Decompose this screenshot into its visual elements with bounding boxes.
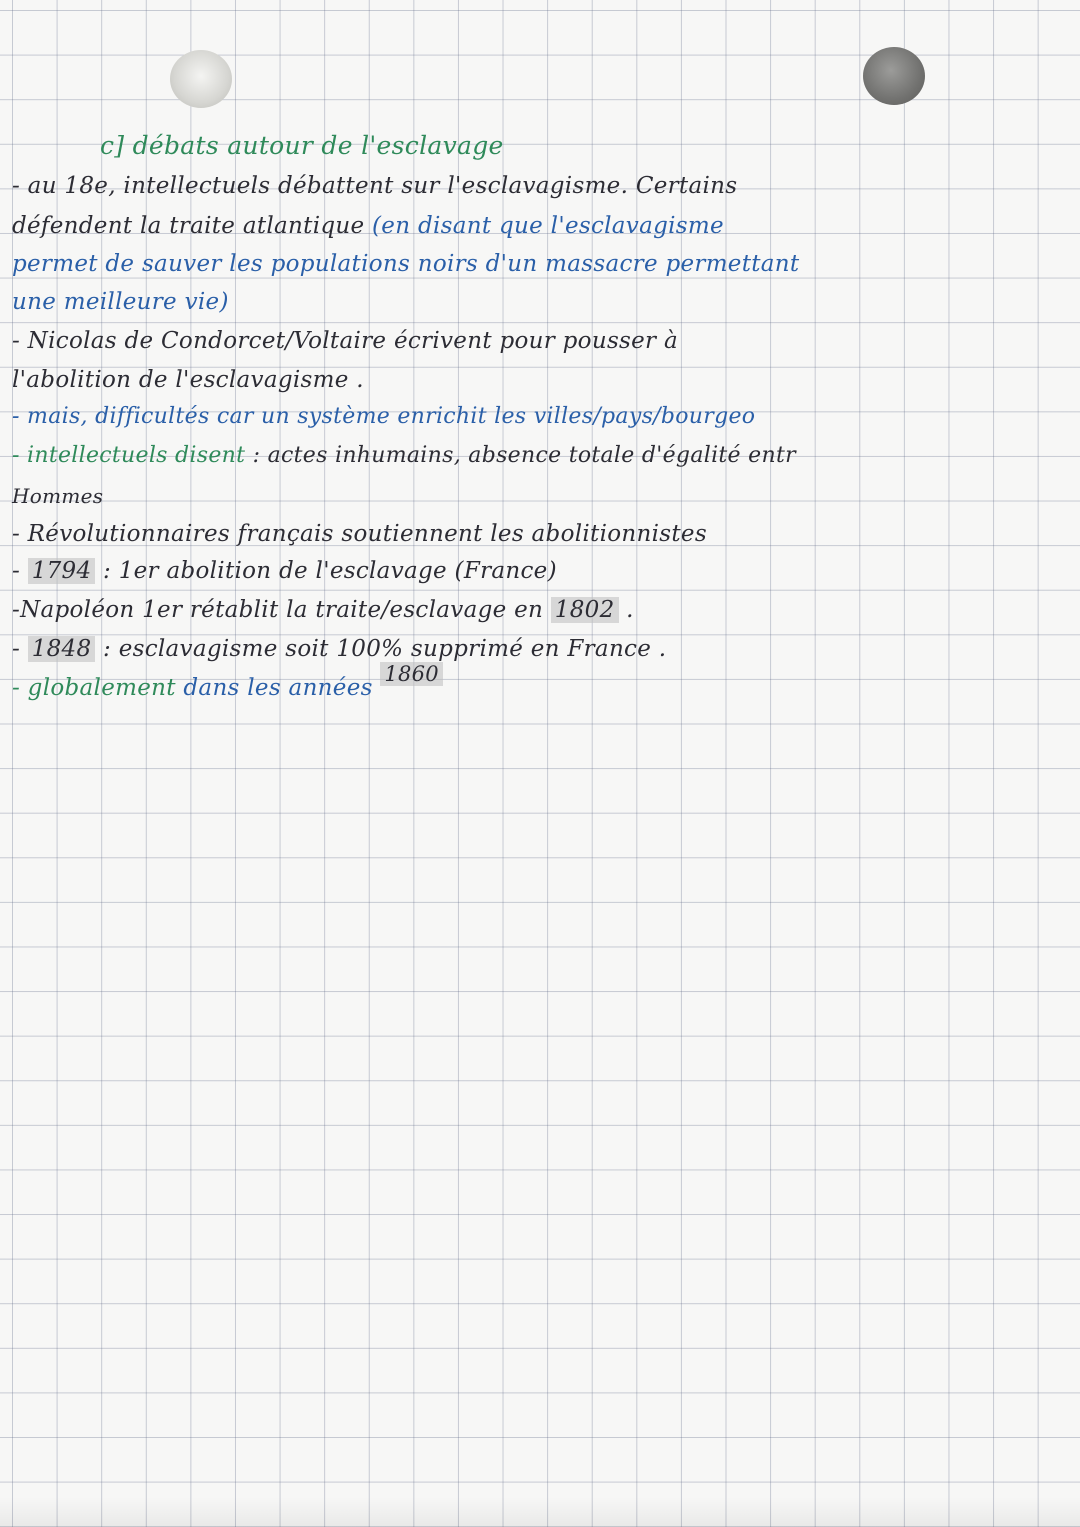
note-line-12 [12, 596, 634, 624]
note-line-1: - au 18e, intellectuels débattent sur l'esclavagisme. Certains [12, 173, 738, 199]
note-line-3: permet de sauver les populations noirs d'un massacre permettant [12, 251, 800, 277]
date-1802: 1802 [551, 597, 619, 623]
note-line-2 [12, 212, 724, 240]
note-line-6: l'abolition de l'esclavagisme . [12, 367, 364, 393]
note-line-12-pre: -Napoléon 1er rétablit la traite/esclavage en [12, 597, 551, 623]
note-line-11 [12, 557, 557, 585]
note-line-5: - Nicolas de Condorcet/Voltaire écrivent pour pousser à [12, 328, 678, 354]
section-heading: c] débats autour de l'esclavage [100, 131, 504, 160]
punch-hole-right [863, 47, 925, 105]
note-line-10: - Révolutionnaires français soutiennent les abolitionnistes [12, 521, 707, 547]
note-line-4: une meilleure vie) [12, 289, 229, 315]
note-line-13-prefix: - [12, 636, 28, 662]
note-line-14-mid: dans les années [183, 675, 381, 701]
note-line-12-post: . [618, 597, 634, 623]
date-1848: 1848 [28, 636, 96, 662]
note-line-13 [12, 635, 666, 663]
page-bottom-shadow [0, 1497, 1080, 1527]
note-line-9: Hommes [12, 484, 104, 508]
note-line-14-lead: - globalement [12, 675, 184, 701]
date-1794: 1794 [28, 558, 96, 584]
note-line-8 [12, 442, 796, 470]
punch-hole-left [170, 50, 232, 108]
note-line-2-main: défendent la traite atlantique [12, 213, 373, 239]
note-line-2-aside: (en disant que l'esclavagisme [372, 213, 724, 239]
note-line-8-lead: - intellectuels disent [12, 443, 253, 468]
note-line-14 [12, 662, 443, 702]
note-line-7: - mais, difficultés car un système enrichit les villes/pays/bourgeo [12, 404, 756, 429]
note-line-11-prefix: - [12, 558, 28, 584]
note-line-11-rest: : 1er abolition de l'esclavage (France) [95, 558, 557, 584]
date-1860: 1860 [380, 662, 443, 686]
note-line-8-rest: : actes inhumains, absence totale d'égalité entr [252, 443, 796, 468]
note-line-13-rest: : esclavagisme soit 100% supprimé en France . [95, 636, 667, 662]
